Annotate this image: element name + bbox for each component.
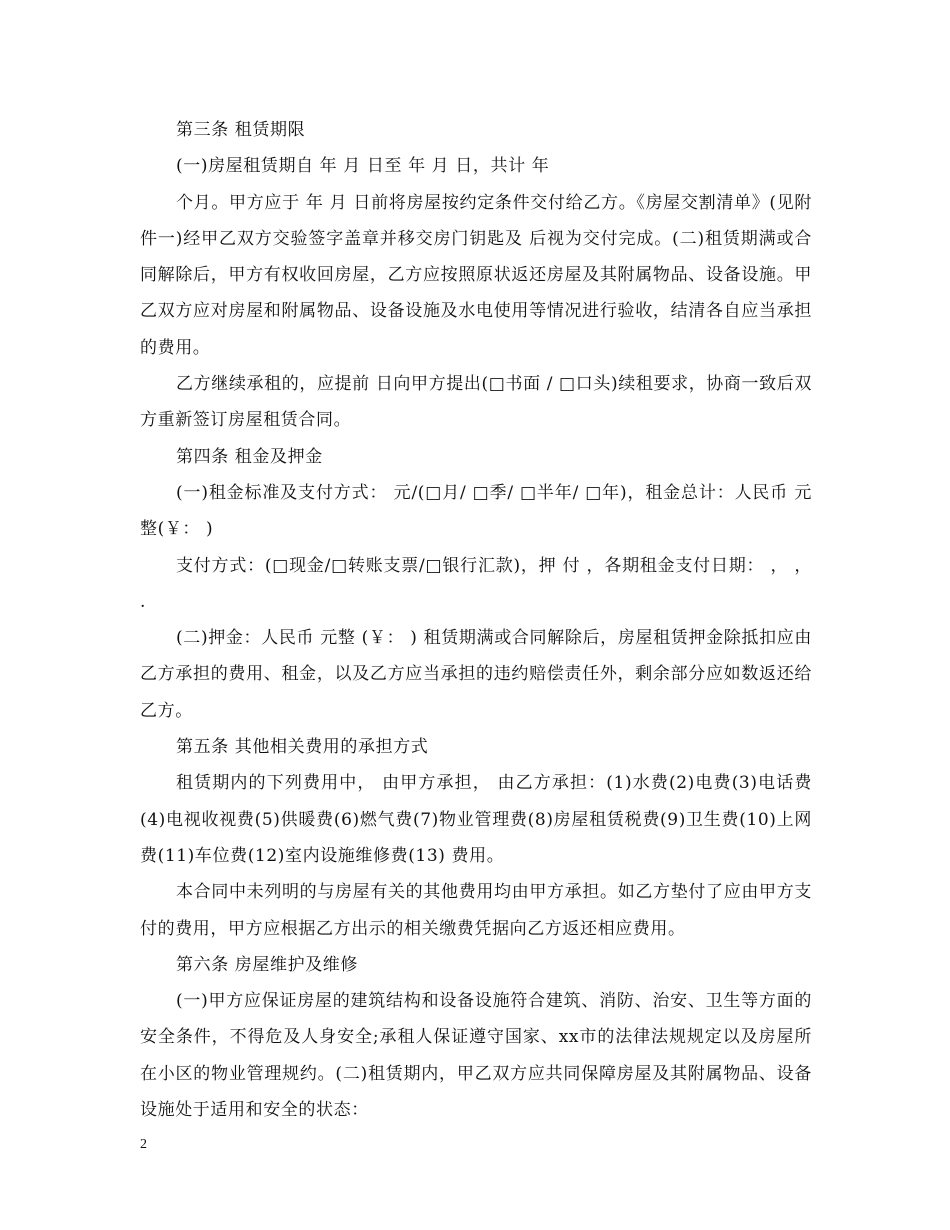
expense-allocation-clause: 租赁期内的下列费用中， 由甲方承担， 由乙方承担：(1)水费(2)电费(3)电话费(4)电视收视费(5)供暖费(6)燃气费(7)物业管理费(8)房屋租赁税费(9)卫生费(10)上网费(11)车位费(12)室内设施维修费(13) 费用。 (140, 773, 812, 866)
handover-and-return-clause: 个月。甲方应于 年 月 日前将房屋按约定条件交付给乙方。《房屋交割清单》(见附件一)经甲乙双方交验签字盖章并移交房门钥匙及 后视为交付完成。(二)租赁期满或合同解除后，甲方有权收回房屋，乙方应按照原状返还房屋及其附属物品、设备设施。甲乙双方应对房屋和附属物品、设备设施及水电使用等情况进行验收，结清各自应当承担的费用。 (140, 192, 812, 358)
other-expenses-clause: 本合同中未列明的与房屋有关的其他费用均由甲方承担。如乙方垫付了应由甲方支付的费用，甲方应根据乙方出示的相关缴费凭据向乙方返还相应费用。 (140, 882, 812, 939)
lease-term-clause: (一)房屋租赁期自 年 月 日至 年 月 日，共计 年 (176, 156, 550, 177)
deposit-clause: (二)押金：人民币 元整 (￥： ) 租赁期满或合同解除后，房屋租赁押金除抵扣应由乙方承担的费用、租金，以及乙方应当承担的违约赔偿责任外，剩余部分应如数返还给乙方。 (140, 628, 812, 721)
maintenance-clause: (一)甲方应保证房屋的建筑结构和设备设施符合建筑、消防、治安、卫生等方面的安全条件，不得危及人身安全;承租人保证遵守国家、xx市的法律法规规定以及房屋所在小区的物业管理规约。(二)租赁期内，甲乙双方应共同保障房屋及其附属物品、设备设施处于适用和安全的状态： (140, 991, 812, 1121)
article-5-heading: 第五条 其他相关费用的承担方式 (176, 737, 429, 758)
document-body (140, 112, 812, 1128)
page-number: 2 (140, 1137, 147, 1152)
article-6-heading: 第六条 房屋维护及维修 (176, 954, 359, 975)
article-3-heading: 第三条 租赁期限 (176, 120, 306, 140)
article-4-heading: 第四条 租金及押金 (176, 446, 323, 467)
renewal-clause: 乙方继续承租的，应提前 日向甲方提出(□书面 / □口头)续租要求，协商一致后双方重新签订房屋租赁合同。 (140, 374, 812, 431)
payment-method-clause: 支付方式：(□现金/□转账支票/□银行汇款)，押 付 ，各期租金支付日期： ， ， . (140, 555, 812, 612)
rent-standard-clause: (一)租金标准及支付方式： 元/(□月/ □季/ □半年/ □年)，租金总计：人民币 元整(￥： ) (140, 482, 812, 540)
